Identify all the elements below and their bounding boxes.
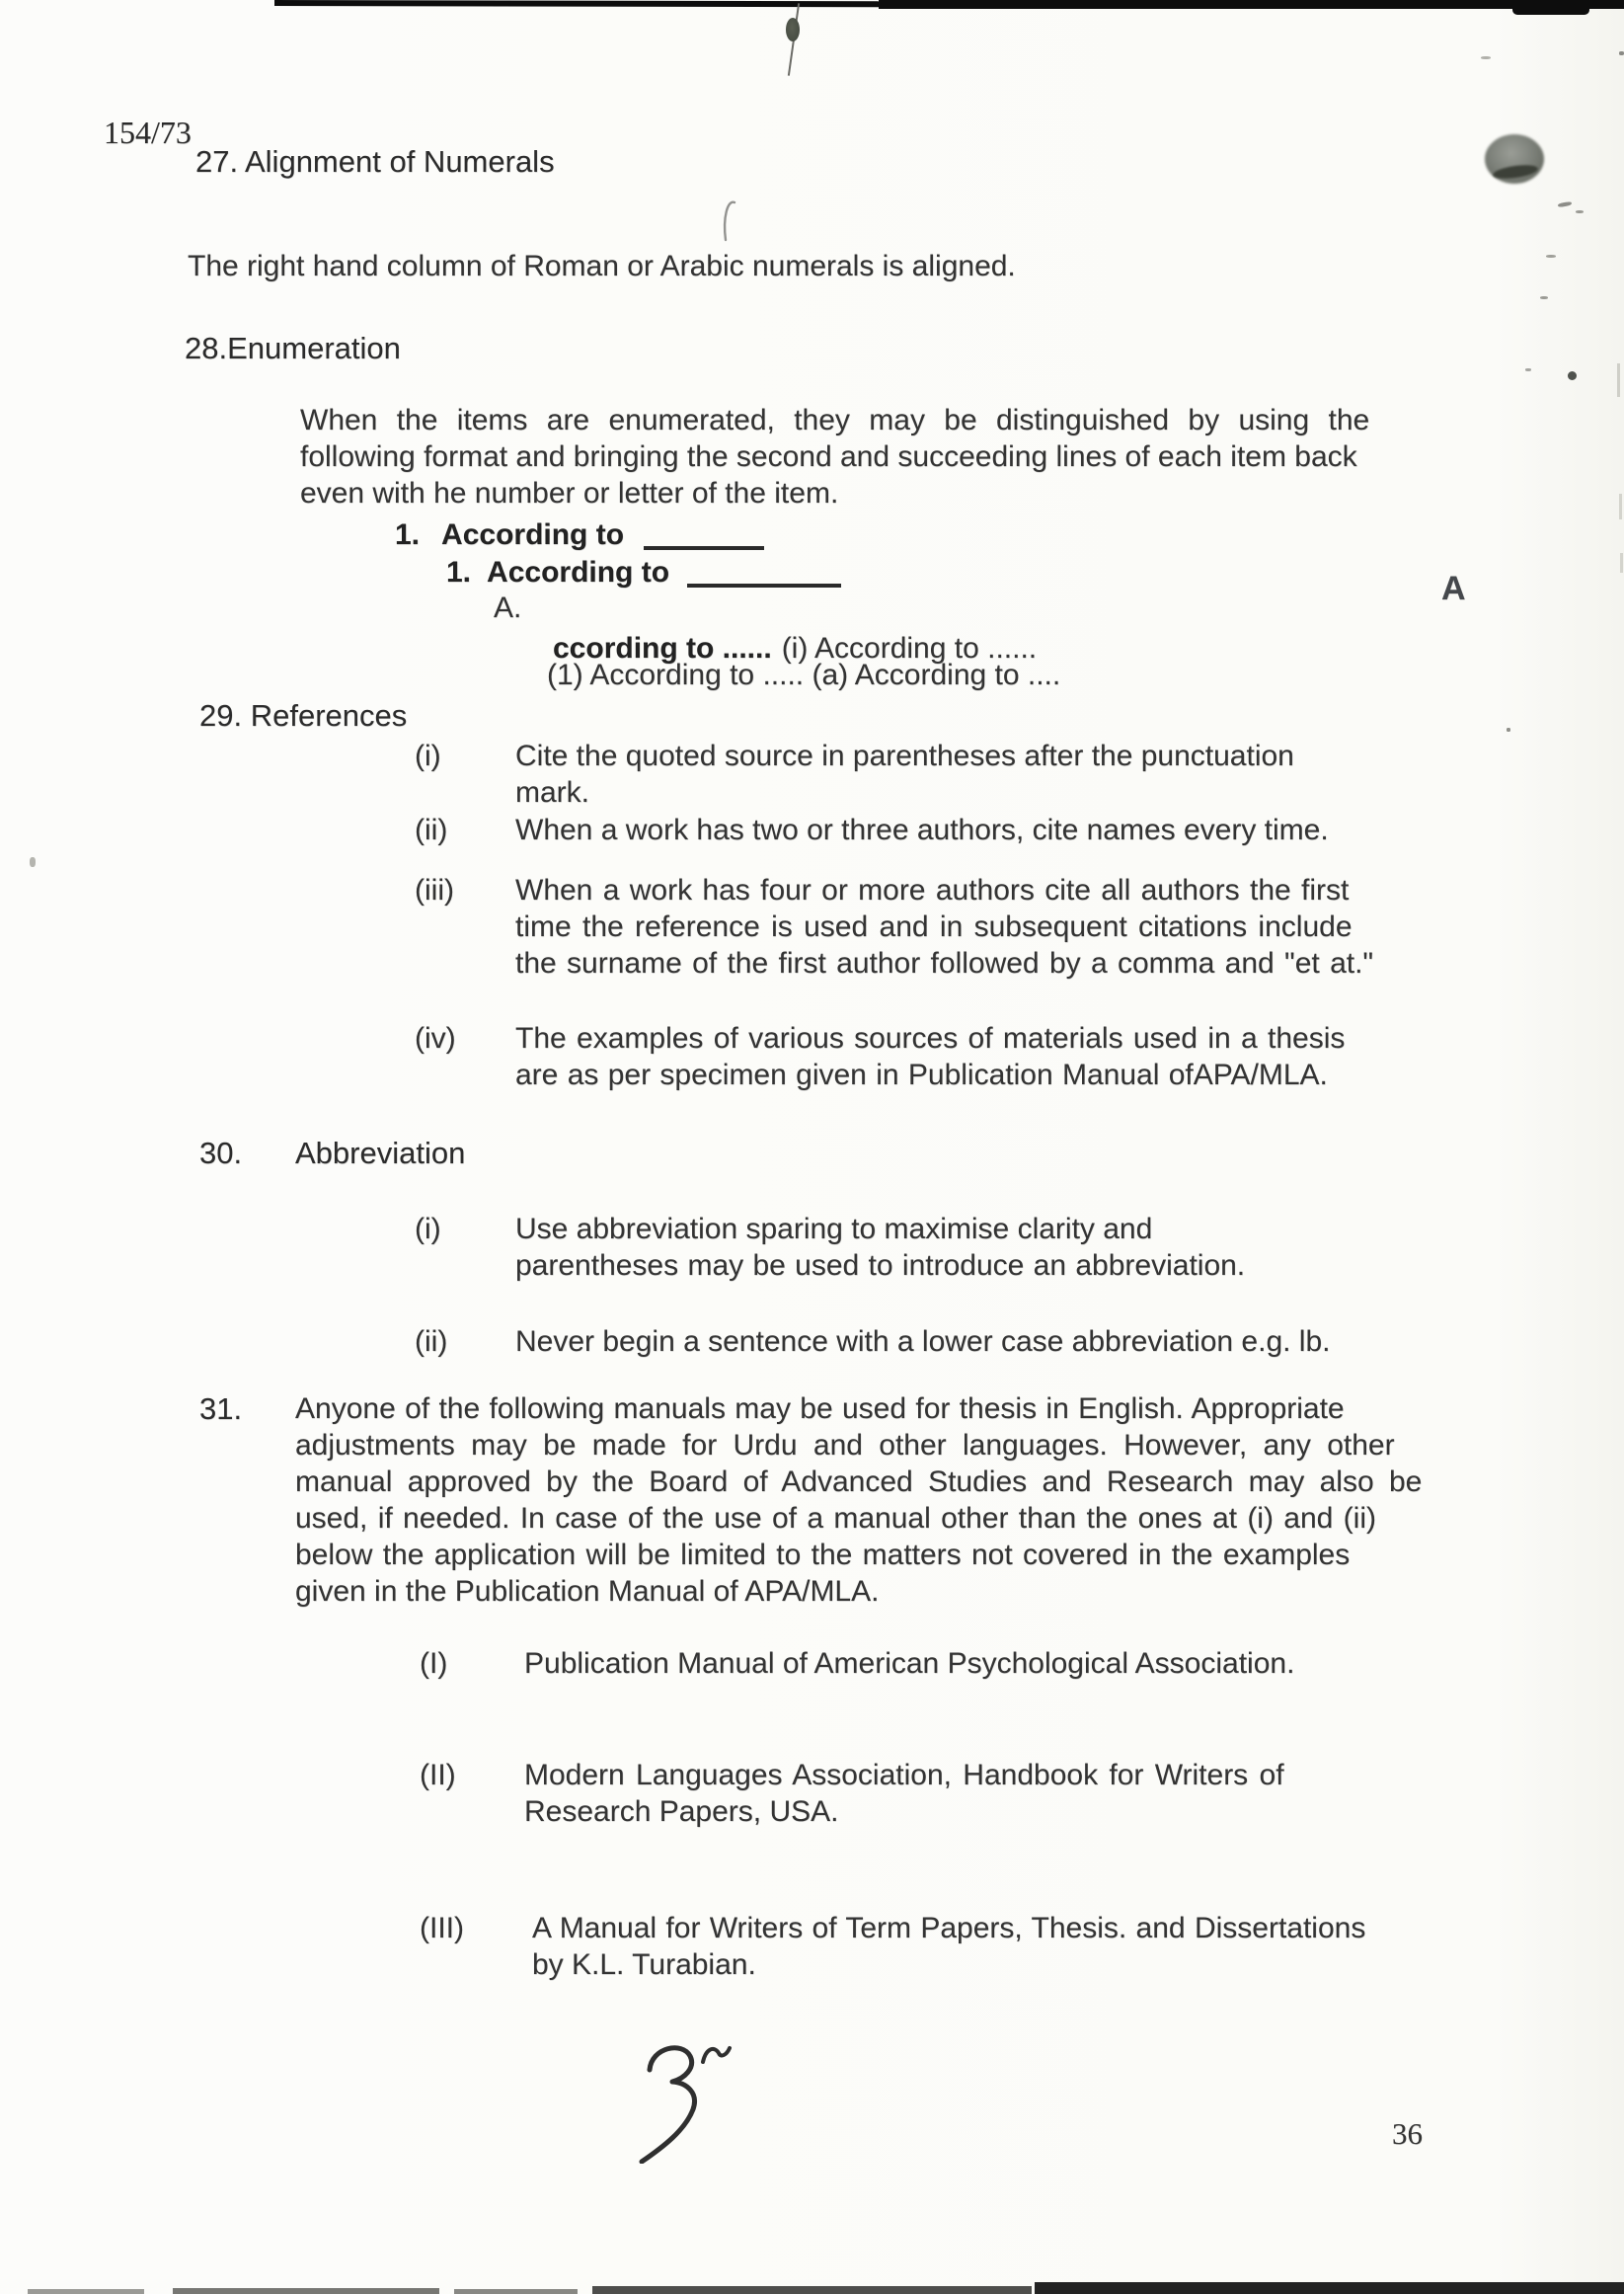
stray-margin-letter: A — [1441, 570, 1466, 607]
scan-speck — [1540, 296, 1548, 299]
item-line: The examples of various sources of materials used in a thesis — [515, 1022, 1346, 1055]
paragraph-line: used, if needed. In case of the use of a manual other than the ones at (i) and (ii) — [295, 1502, 1376, 1535]
item-line: Use abbreviation sparing to maximise clarity and — [515, 1213, 1153, 1245]
right-edge-mark — [1619, 494, 1622, 519]
top-scan-band-notch — [1512, 0, 1589, 15]
item-line: the surname of the first author followed by a comma and "et at." — [515, 947, 1374, 980]
item-line: Modern Languages Association, Handbook for Writers of — [524, 1759, 1284, 1791]
item-line: A Manual for Writers of Term Papers, Thesis. and Dissertations — [532, 1912, 1366, 1944]
enumeration-example-letter: A. — [494, 592, 522, 624]
item-label: (iv) — [415, 1022, 456, 1055]
item-line: Publication Manual of American Psychological Association. — [524, 1647, 1295, 1680]
scan-speck — [1568, 371, 1577, 380]
enumeration-paragraph — [300, 402, 1369, 512]
example-text: According to — [441, 518, 625, 551]
top-scan-band — [274, 0, 887, 7]
manual-item — [420, 1757, 1284, 1830]
scan-speck — [1619, 51, 1624, 55]
paragraph-line: given in the Publication Manual of APA/MLA. — [295, 1575, 880, 1608]
pen-blob — [786, 18, 800, 41]
abbreviation-item — [415, 1211, 1245, 1284]
item-label: (i) — [415, 740, 441, 772]
stray-pen-squiggle — [719, 194, 740, 245]
enumeration-example-1 — [395, 514, 764, 553]
reference-item — [415, 738, 1294, 811]
bottom-scan-band — [592, 2286, 1032, 2294]
item-line: When a work has four or more authors cite all authors the first — [515, 874, 1350, 907]
manual-item — [420, 1645, 1294, 1682]
paragraph-line: When the items are enumerated, they may be distinguished by using the — [300, 404, 1370, 436]
bottom-scan-band — [454, 2289, 578, 2294]
scan-speck — [1481, 56, 1491, 59]
item-line: by K.L. Turabian. — [532, 1948, 756, 1981]
item-line: parentheses may be used to introduce an abbreviation. — [515, 1249, 1246, 1282]
example-text: (i) According to ...... — [781, 632, 1038, 665]
section-31-number: 31. — [199, 1391, 243, 1426]
scan-speck — [1546, 255, 1556, 258]
section-30-number: 30. — [199, 1136, 243, 1170]
handwritten-mark — [630, 2040, 753, 2164]
paragraph-line: manual approved by the Board of Advanced Studies and Research may also be — [295, 1465, 1423, 1498]
enumeration-example-5: (1) According to ..... (a) According to .... — [547, 659, 1061, 691]
reference-item — [415, 1020, 1345, 1093]
blank-underline — [687, 558, 841, 588]
abbreviation-item — [415, 1323, 1330, 1360]
reference-item — [415, 812, 1329, 848]
paragraph-line: Anyone of the following manuals may be used for thesis in English. Appropriate — [295, 1392, 1345, 1425]
enumeration-example-2 — [446, 552, 841, 591]
bottom-scan-band — [28, 2289, 144, 2294]
example-number: 1. — [446, 556, 472, 589]
item-label: (ii) — [415, 1325, 448, 1358]
scan-speck — [1525, 368, 1531, 371]
section-31-paragraph — [295, 1390, 1422, 1610]
item-line: mark. — [515, 776, 589, 809]
scan-speck — [1576, 210, 1584, 213]
section-27-heading: 27. Alignment of Numerals — [195, 144, 555, 179]
blank-underline — [644, 520, 764, 550]
paragraph-line: following format and bringing the second and succeeding lines of each item back — [300, 440, 1357, 473]
paragraph-line: adjustments may be made for Urdu and other languages. However, any other — [295, 1429, 1395, 1462]
item-line: When a work has two or three authors, cite names every time. — [515, 814, 1329, 846]
item-label: (iii) — [415, 874, 454, 907]
item-line: Never begin a sentence with a lower case abbreviation e.g. lb. — [515, 1325, 1331, 1358]
section-27-body: The right hand column of Roman or Arabic numerals is aligned. — [188, 250, 1016, 282]
section-29-heading: 29. References — [199, 698, 408, 733]
scan-speck — [30, 857, 36, 867]
example-text: According to — [487, 556, 670, 589]
scan-speck — [1558, 201, 1572, 207]
paragraph-line: below the application will be limited to the matters not covered in the examples — [295, 1539, 1351, 1571]
item-label: (I) — [420, 1647, 448, 1680]
reference-item — [415, 872, 1373, 982]
doc-ref: 154/73 — [104, 115, 192, 150]
example-bold-fragment: ccording to ...... — [553, 632, 772, 665]
bottom-scan-band — [173, 2288, 439, 2294]
item-label: (i) — [415, 1213, 441, 1245]
paragraph-line: even with he number or letter of the item. — [300, 477, 839, 510]
item-label: (II) — [420, 1759, 456, 1791]
scan-speck — [1507, 728, 1510, 732]
item-line: are as per specimen given in Publication Manual ofAPA/MLA. — [515, 1059, 1328, 1091]
item-line: time the reference is used and in subsequent citations include — [515, 910, 1353, 943]
page-number: 36 — [1392, 2116, 1423, 2151]
bottom-scan-band — [1035, 2282, 1624, 2294]
item-label: (III) — [420, 1912, 464, 1944]
right-edge-mark — [1617, 363, 1620, 397]
item-line: Research Papers, USA. — [524, 1795, 839, 1828]
item-line: Cite the quoted source in parentheses after the punctuation — [515, 740, 1294, 772]
manual-item — [420, 1910, 1365, 1983]
item-label: (ii) — [415, 814, 448, 846]
section-30-heading: Abbreviation — [295, 1136, 466, 1170]
right-edge-mark — [1620, 553, 1623, 573]
example-number: 1. — [395, 518, 421, 551]
section-28-heading: 28.Enumeration — [185, 331, 401, 365]
